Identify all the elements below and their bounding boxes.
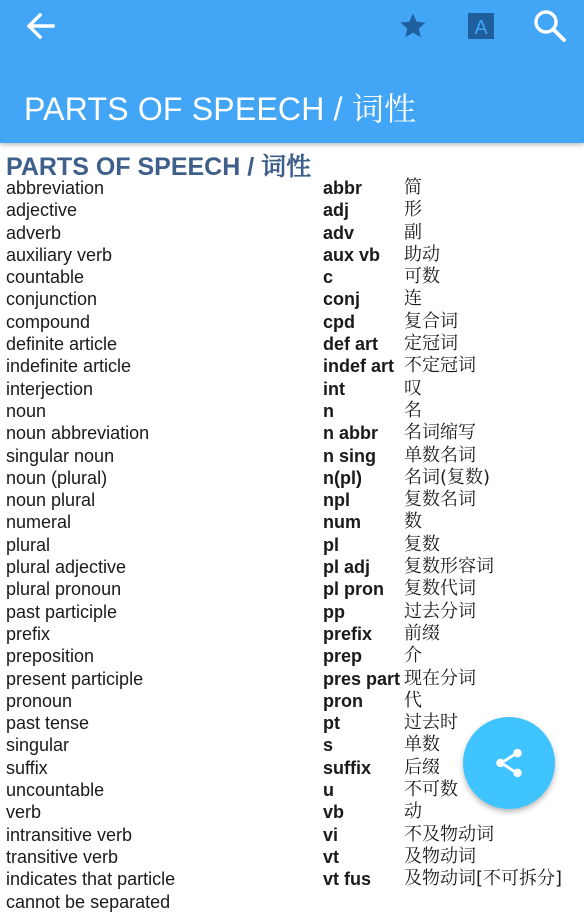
star-icon [398, 11, 428, 41]
chinese-meaning: 过去分词 [404, 600, 476, 622]
abbreviation: vi [323, 824, 339, 845]
chinese-meaning: 复数 [404, 533, 440, 555]
abbreviation: n sing [323, 445, 376, 466]
abbreviation: prep [323, 646, 363, 667]
abbreviation: conj [323, 289, 361, 310]
term: indefinite article [6, 356, 132, 377]
chinese-meaning: 及物动词 [404, 845, 476, 867]
term: countable [6, 267, 85, 288]
font-size-icon [467, 12, 495, 40]
list-item [0, 489, 584, 511]
term: abbreviation [6, 178, 105, 198]
list-item [0, 578, 584, 600]
term: prefix [6, 623, 51, 644]
list-item [0, 891, 584, 913]
abbreviation: vt [323, 846, 340, 867]
chinese-meaning: 复数代词 [404, 578, 476, 600]
term: plural pronoun [6, 579, 122, 600]
abbreviation: n abbr [323, 423, 379, 444]
chinese-meaning: 名词(复数) [404, 466, 491, 488]
abbreviation: pt [323, 713, 340, 734]
term: present participle [6, 668, 144, 689]
term: transitive verb [6, 846, 119, 867]
abbreviation: num [323, 512, 361, 533]
chinese-meaning: 叹 [404, 377, 422, 399]
abbreviation: pp [323, 601, 345, 622]
abbreviation: pl [323, 534, 339, 555]
list-item [0, 355, 584, 377]
chinese-meaning: 介 [404, 645, 422, 667]
abbreviation: abbr [323, 178, 363, 198]
chinese-meaning: 连 [404, 288, 422, 310]
page-title: PARTS OF SPEECH / 词性 [24, 91, 417, 127]
chinese-meaning: 代 [404, 689, 422, 711]
abbreviation: vt fus [323, 869, 372, 890]
abbreviation: vb [323, 802, 345, 823]
list-item [0, 244, 584, 266]
list-item [0, 288, 584, 310]
term: numeral [6, 512, 72, 533]
abbreviation: prefix [323, 623, 373, 644]
abbreviation: pl adj [323, 557, 371, 578]
chinese-meaning: 后缀 [404, 756, 440, 778]
app-bar [0, 0, 584, 143]
term: definite article [6, 334, 118, 355]
abbreviation: int [323, 378, 345, 399]
list-item [0, 311, 584, 333]
term: verb [6, 802, 42, 823]
term: singular [6, 735, 70, 756]
list-item [0, 400, 584, 422]
chinese-meaning: 前缀 [404, 622, 440, 644]
term: past participle [6, 601, 118, 622]
back-button[interactable] [20, 6, 60, 46]
list-item [0, 199, 584, 221]
chinese-meaning: 可数 [404, 266, 440, 288]
term: past tense [6, 713, 90, 734]
search-button[interactable] [528, 6, 572, 46]
abbreviation: adj [323, 200, 350, 221]
term: noun [6, 400, 47, 421]
share-button[interactable] [463, 717, 555, 809]
term: noun abbreviation [6, 423, 150, 444]
list-item [0, 645, 584, 667]
chinese-meaning: 简 [404, 177, 422, 198]
abbreviation: adv [323, 222, 355, 243]
chinese-meaning: 定冠词 [404, 333, 458, 355]
chinese-meaning: 不及物动词 [404, 823, 494, 845]
chinese-meaning: 不定冠词 [404, 355, 476, 377]
list-item [0, 266, 584, 288]
list-item [0, 534, 584, 556]
abbreviation: n(pl) [323, 467, 362, 488]
section-heading: PARTS OF SPEECH / 词性 [6, 153, 312, 181]
list-item [0, 690, 584, 712]
chinese-meaning: 现在分词 [404, 667, 476, 689]
term: auxiliary verb [6, 244, 113, 265]
favorite-button[interactable] [393, 6, 433, 46]
chinese-meaning: 单数名词 [404, 444, 476, 466]
term: singular noun [6, 445, 115, 466]
list-item [0, 378, 584, 400]
list-item [0, 846, 584, 868]
list-item [0, 601, 584, 623]
list-item [0, 623, 584, 645]
chinese-meaning: 副 [404, 221, 422, 243]
list-item [0, 511, 584, 533]
list-item [0, 222, 584, 244]
search-icon [533, 9, 567, 43]
chinese-meaning: 及物动词[不可拆分] [404, 868, 563, 890]
abbreviation: pron [323, 690, 363, 711]
abbreviation: u [323, 780, 334, 801]
abbreviation: s [323, 735, 334, 756]
svg-text:A: A [474, 17, 488, 39]
term: adjective [6, 200, 78, 221]
term: noun plural [6, 490, 96, 511]
chinese-meaning: 助动 [404, 243, 440, 265]
font-size-button[interactable] [461, 6, 501, 46]
abbreviation: n [323, 400, 334, 421]
abbreviation: pres part [323, 668, 401, 689]
list-item [0, 556, 584, 578]
abbreviation: def art [323, 334, 379, 355]
term: cannot be separated [6, 891, 171, 912]
chinese-meaning: 名词缩写 [404, 422, 476, 444]
list-item [0, 445, 584, 467]
term: adverb [6, 222, 62, 243]
term: uncountable [6, 780, 105, 801]
chinese-meaning: 名 [404, 399, 422, 421]
term: plural [6, 534, 51, 555]
chinese-meaning: 数 [404, 511, 422, 533]
term: intransitive verb [6, 824, 133, 845]
abbreviation: aux vb [323, 244, 381, 265]
abbreviation: npl [323, 490, 350, 511]
list-item [0, 824, 584, 846]
term: indicates that particle [6, 869, 176, 890]
list-item [0, 333, 584, 355]
chinese-meaning: 动 [404, 801, 422, 823]
term: compound [6, 311, 91, 332]
chinese-meaning: 复数名词 [404, 489, 476, 511]
chinese-meaning: 复合词 [404, 310, 458, 332]
term: conjunction [6, 289, 98, 310]
chinese-meaning: 单数 [404, 734, 440, 756]
chinese-meaning: 过去时 [404, 712, 458, 734]
term: pronoun [6, 690, 73, 711]
chinese-meaning: 形 [404, 199, 422, 221]
list-item [0, 868, 584, 890]
abbreviation: c [323, 267, 334, 288]
list-item [0, 422, 584, 444]
chinese-meaning: 复数形容词 [404, 556, 494, 578]
abbreviation: cpd [323, 311, 356, 332]
abbreviation: pl pron [323, 579, 384, 600]
list-item [0, 668, 584, 690]
chinese-meaning: 不可数 [404, 779, 458, 801]
list-item [0, 467, 584, 489]
term: interjection [6, 378, 94, 399]
term: noun (plural) [6, 467, 108, 488]
term: suffix [6, 757, 48, 778]
list-item [0, 177, 584, 199]
share-icon [492, 746, 526, 780]
abbreviation: indef art [323, 356, 395, 377]
abbreviation: suffix [323, 757, 372, 778]
arrow-left-icon [25, 12, 55, 40]
term: plural adjective [6, 557, 127, 578]
term: preposition [6, 646, 95, 667]
